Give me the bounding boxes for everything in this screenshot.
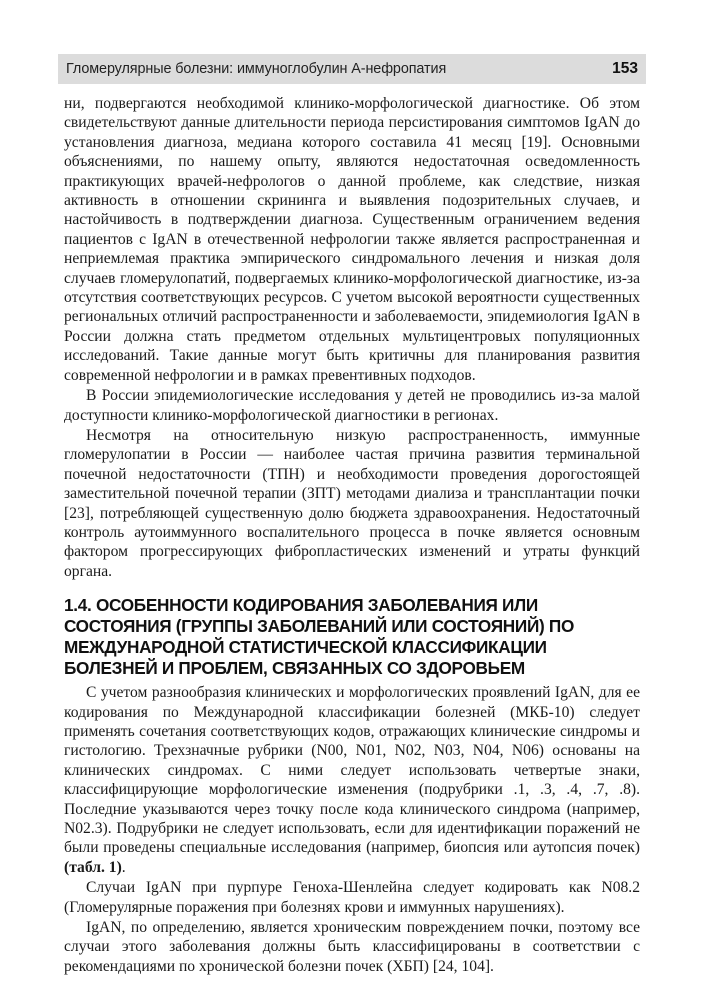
paragraph-ckd-classification: IgAN, по определению, является хроническим повреждением почки, поэтому все случаи этого заболевания должны быть классифицированы в соответствии с рекомендациями по хронической болезни почек (ХБП) [24, 104]. — [64, 919, 640, 975]
paragraph-icd-coding — [64, 683, 640, 877]
paragraph-immune-glomerulopathies: Несмотря на относительную низкую распространенность, иммунные гломерулопатии в России — наиболее частая причина развития терминальной почечной недостаточности (ТПН) и необходимости проведения дорогостоящей заместительной почечной терапии (ЗПТ) методами диализа и трансплантации почки [23], потребляющей существенную долю бюджета здравоохранения. Недостаточный контроль аутоиммунного воспалительного процесса в почке является основным фактором прогрессирующих фибропластических изменений и утраты функций органа. — [64, 426, 640, 580]
running-header — [58, 54, 646, 84]
running-title: Гломерулярные болезни: иммуноглобулин А-нефропатия — [66, 61, 447, 77]
table-reference: (табл. 1) — [64, 858, 122, 876]
paragraph-children-epidemiology: В России эпидемиологические исследования у детей не проводились из-за малой доступности клинико-морфологической диагностики в регионах. — [64, 387, 640, 424]
page-number: 153 — [612, 60, 638, 77]
icd-coding-text: С учетом разнообразия клинических и морфологических проявлений IgAN, для ее кодирования по Международной классификации болезней (МКБ-10) следует применять сочетания соответствующих кодов, отражающих клинические синдромы и гистологию. Трехзначные рубрики (N00, N01, N02, N03, N04, N06) основаны на клинических синдромах. С ними следует использовать четвертые знаки, классифицирующие морфологические изменения (подрубрики .1, .3, .4, .7, .8). Последние указываются через точку после кода клинического синдрома (например, N02.3). Подрубрики не следует использовать, если для идентификации поражений не были проведены специальные исследования (например, биопсия или аутопсия почек) — [64, 684, 640, 857]
icd-coding-end: . — [121, 858, 126, 876]
paragraph-henoch-schonlein: Случаи IgAN при пурпуре Геноха-Шенлейна следует кодировать как N08.2 (Гломерулярные поражения при болезнях крови и иммунных нарушениях). — [64, 879, 640, 916]
paragraph-continuation: ни, подвергаются необходимой клинико-морфологической диагностике. Об этом свидетельствуют данные длительности периода персистирования симптомов IgAN до установления диагноза, медиана которого составила 41 месяц [19]. Основными объяснениями, по нашему опыту, являются недостаточная осведомленность практикующих врачей-нефрологов о данной проблеме, как следствие, низкая активность в отношении скрининга и выявления подозрительных случаев, и настойчивость в подтверждении диагноза. Существенным ограничением ведения пациентов с IgAN в отечественной нефрологии также является распространенная и неприемлемая практика эмпирического синдромального лечения и низкая доля случаев гломерулопатий, подвергаемых клинико-морфологической диагностике, из-за отсутствия соответствующих ресурсов. С учетом высокой вероятности существенных региональных отличий распространенности и заболеваемости, эпидемиология IgAN в России должна стать предметом отдельных мультицентровых популяционных исследований. Такие данные могут быть критичны для планирования развития современной нефрологии и в рамках превентивных подходов. — [64, 95, 640, 384]
section-heading: 1.4. ОСОБЕННОСТИ КОДИРОВАНИЯ ЗАБОЛЕВАНИЯ ИЛИ СОСТОЯНИЯ (ГРУППЫ ЗАБОЛЕВАНИЙ ИЛИ СОСТОЯНИЙ) ПО МЕЖДУНАРОДНОЙ СТАТИСТИЧЕСКОЙ КЛАССИФИКАЦИИ БОЛЕЗНЕЙ И ПРОБЛЕМ, СВЯЗАННЫХ СО ЗДОРОВЬЕМ — [64, 595, 575, 679]
page-body — [64, 94, 640, 976]
